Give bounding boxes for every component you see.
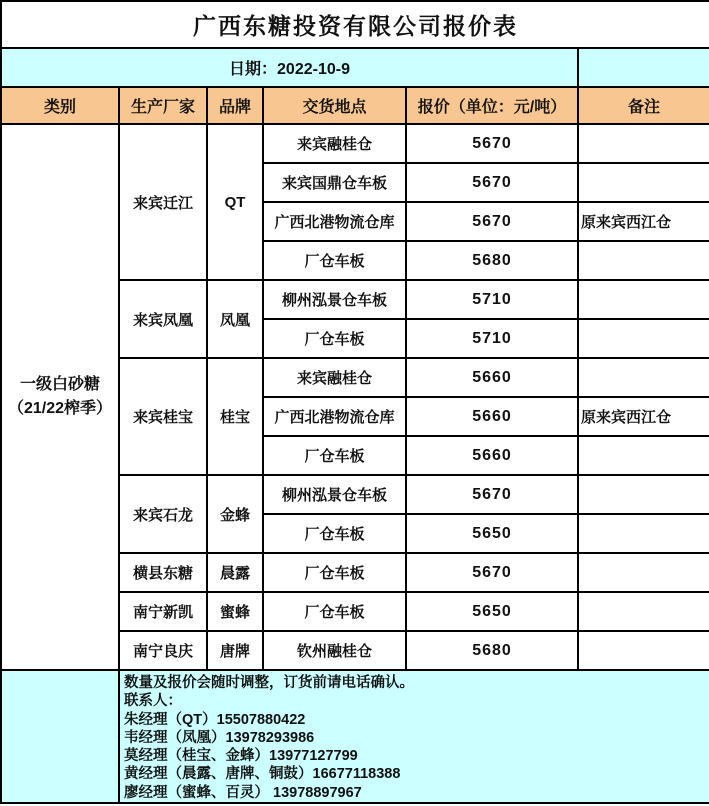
price-cell: 5670 (406, 124, 578, 163)
price-cell: 5650 (406, 514, 578, 553)
brand-cell: 凤凰 (207, 280, 263, 358)
price-cell: 5680 (406, 241, 578, 280)
remark-cell (578, 241, 709, 280)
factory-cell: 来宾桂宝 (119, 358, 207, 475)
remark-cell (578, 436, 709, 475)
remark-cell (578, 475, 709, 514)
remark-cell (578, 124, 709, 163)
location-cell: 厂仓车板 (263, 436, 406, 475)
price-cell: 5660 (406, 436, 578, 475)
brand-cell: 蜜蜂 (207, 592, 263, 631)
footer-contact-line: 朱经理（QT）15507880422 (124, 711, 306, 728)
factory-cell: 来宾凤凰 (119, 280, 207, 358)
location-cell: 广西北港物流仓库 (263, 397, 406, 436)
remark-cell (578, 280, 709, 319)
price-cell: 5670 (406, 163, 578, 202)
footer-notice: 数量及报价会随时调整，订货前请电话确认。 (124, 675, 414, 691)
location-cell: 来宾融桂仓 (263, 358, 406, 397)
remark-cell (578, 514, 709, 553)
location-cell: 来宾融桂仓 (263, 124, 406, 163)
price-cell: 5680 (406, 631, 578, 670)
category-line1: 一级白砂糖 (19, 376, 100, 393)
footer-contact-line: 黄经理（晨露、唐牌、铜鼓）16677118388 (124, 766, 401, 783)
footer-notes (119, 670, 709, 803)
brand-cell: 金蜂 (207, 475, 263, 553)
date-empty-cell (578, 48, 709, 87)
footer-contact-line: 韦经理（凤凰）13978293986 (124, 729, 315, 746)
col-header-location: 交货地点 (263, 87, 406, 124)
category-cell (1, 124, 119, 670)
remark-cell (578, 358, 709, 397)
price-cell: 5650 (406, 592, 578, 631)
price-cell: 5670 (406, 202, 578, 241)
remark-cell: 原来宾西江仓 (578, 397, 709, 436)
col-header-price: 报价（单位：元/吨） (406, 87, 578, 124)
remark-cell (578, 319, 709, 358)
location-cell: 厂仓车板 (263, 514, 406, 553)
location-cell: 柳州泓景仓车板 (263, 475, 406, 514)
price-cell: 5670 (406, 475, 578, 514)
footer-left-cell (1, 670, 119, 803)
brand-cell: 唐牌 (207, 631, 263, 670)
brand-cell: 晨露 (207, 553, 263, 592)
factory-cell: 来宾石龙 (119, 475, 207, 553)
footer-contact-line: 廖经理（蜜蜂、百灵） 13978897967 (124, 784, 362, 801)
remark-cell: 原来宾西江仓 (578, 202, 709, 241)
location-cell: 厂仓车板 (263, 319, 406, 358)
price-cell: 5670 (406, 553, 578, 592)
price-cell: 5710 (406, 280, 578, 319)
location-cell: 厂仓车板 (263, 592, 406, 631)
brand-cell: 桂宝 (207, 358, 263, 475)
price-cell: 5660 (406, 358, 578, 397)
location-cell: 厂仓车板 (263, 553, 406, 592)
brand-cell: QT (207, 124, 263, 280)
footer-contact-line: 莫经理（桂宝、金蜂）13977127799 (124, 748, 358, 765)
factory-cell: 南宁良庆 (119, 631, 207, 670)
factory-cell: 来宾迁江 (119, 124, 207, 280)
category-line2: （21/22榨季） (7, 400, 113, 417)
location-cell: 钦州融桂仓 (263, 631, 406, 670)
remark-cell (578, 592, 709, 631)
remark-cell (578, 163, 709, 202)
date-label: 日期：2022-10-9 (1, 48, 578, 87)
col-header-brand: 品牌 (207, 87, 263, 124)
price-cell: 5660 (406, 397, 578, 436)
col-header-remark: 备注 (578, 87, 709, 124)
location-cell: 柳州泓景仓车板 (263, 280, 406, 319)
location-cell: 厂仓车板 (263, 241, 406, 280)
page-title: 广西东糖投资有限公司报价表 (1, 1, 709, 48)
price-cell: 5710 (406, 319, 578, 358)
location-cell: 广西北港物流仓库 (263, 202, 406, 241)
factory-cell: 南宁新凯 (119, 592, 207, 631)
col-header-category: 类别 (1, 87, 119, 124)
location-cell: 来宾国鼎仓车板 (263, 163, 406, 202)
col-header-factory: 生产厂家 (119, 87, 207, 124)
footer-contacts-label: 联系人： (124, 693, 182, 710)
remark-cell (578, 553, 709, 592)
factory-cell: 横县东糖 (119, 553, 207, 592)
remark-cell (578, 631, 709, 670)
